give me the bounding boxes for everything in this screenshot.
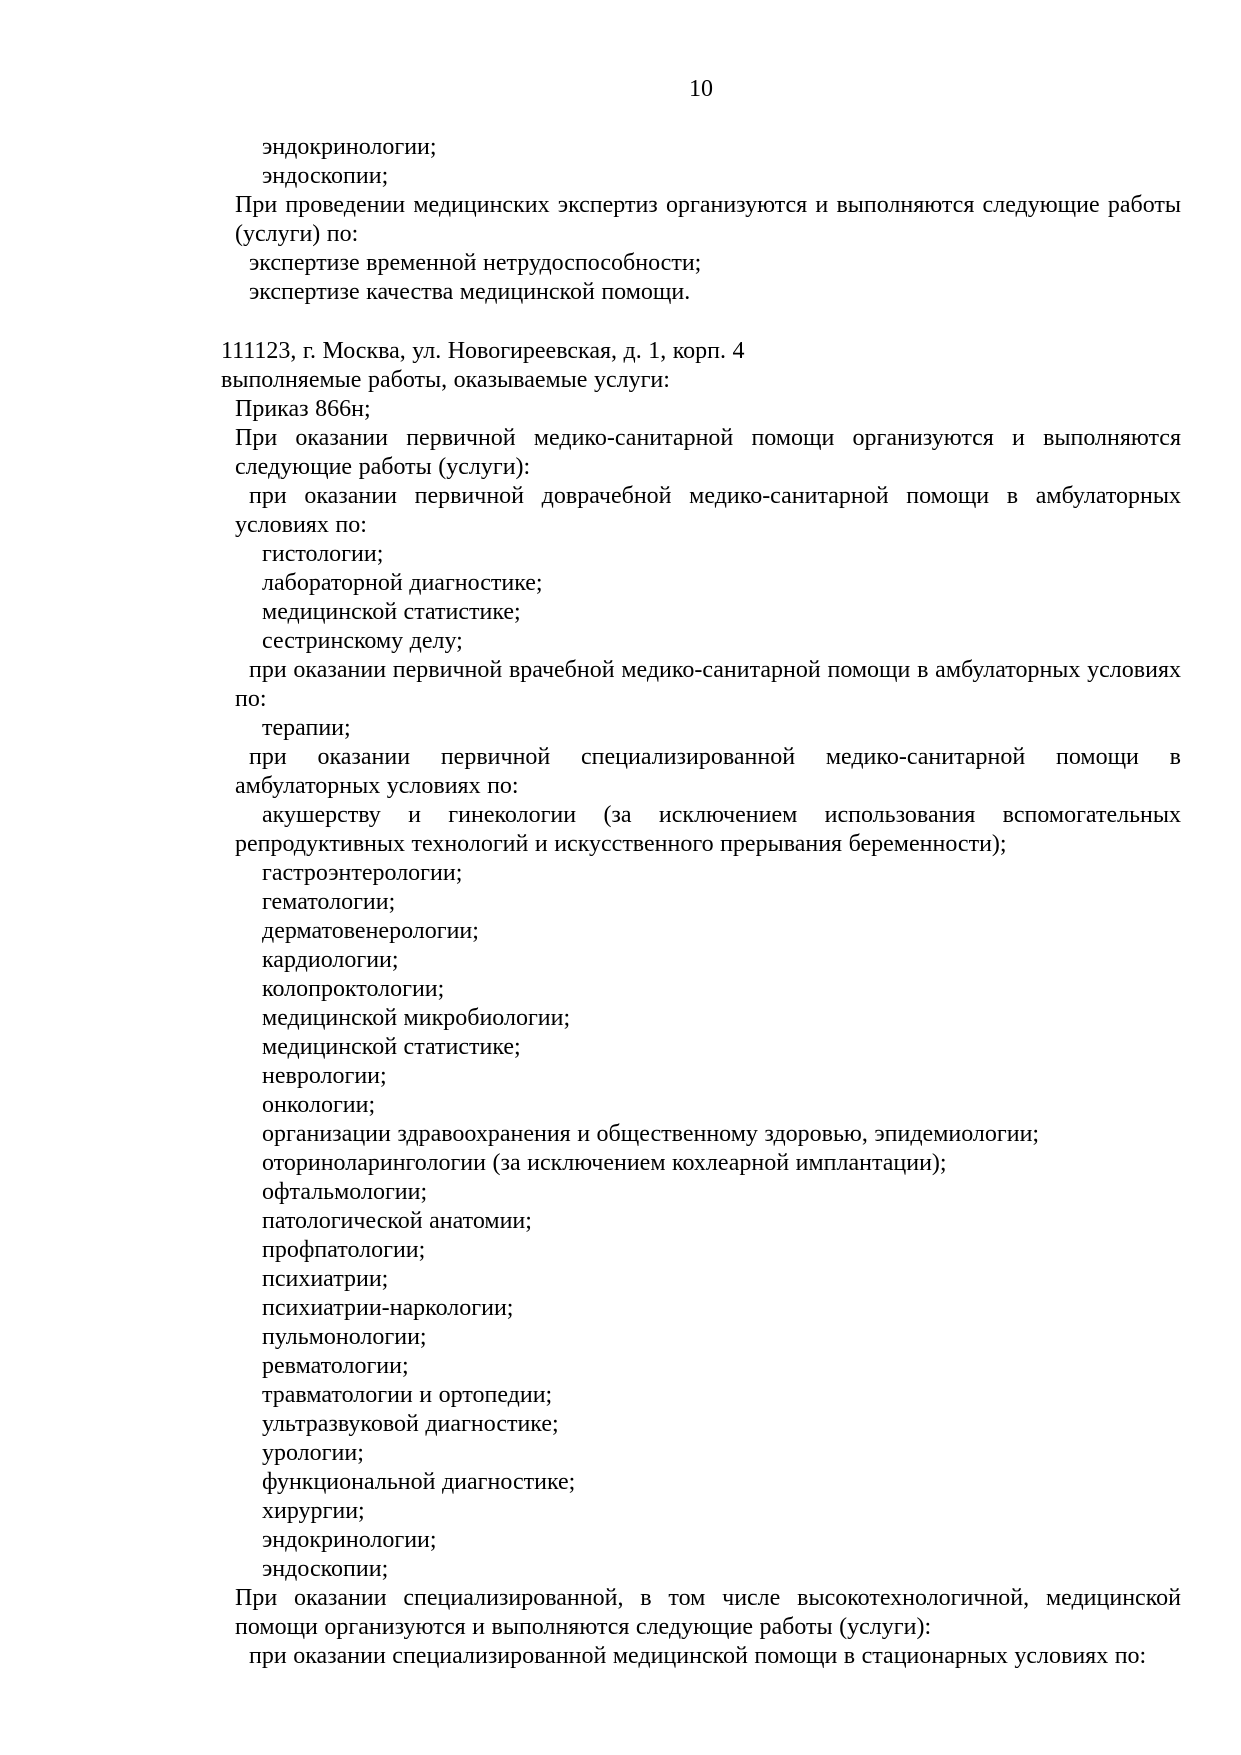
text-line: при оказании первичной специализированной медико-санитарной помощи в амбулаторных условиях по:	[235, 744, 1181, 799]
text-line: терапии;	[262, 715, 351, 741]
text-line: профпатологии;	[262, 1237, 426, 1263]
text-line: эндокринологии;	[262, 1527, 437, 1553]
text-line: При оказании первичной медико-санитарной помощи организуются и выполняются следующие работы (услуги):	[235, 425, 1181, 480]
paragraph-spacer	[221, 307, 1181, 337]
text-line: колопроктологии;	[262, 976, 445, 1002]
text-line: эндоскопии;	[262, 163, 389, 189]
text-line: ультразвуковой диагностике;	[262, 1411, 559, 1437]
text-line: дерматовенерологии;	[262, 918, 479, 944]
text-line: психиатрии-наркологии;	[262, 1295, 514, 1321]
text-line: Приказ 866н;	[235, 396, 371, 422]
text-line: патологической анатомии;	[262, 1208, 532, 1234]
text-line: офтальмологии;	[262, 1179, 428, 1205]
text-line: экспертизе качества медицинской помощи.	[249, 279, 691, 305]
text-line: медицинской статистике;	[262, 1034, 521, 1060]
text-line: ревматологии;	[262, 1353, 409, 1379]
page-number: 10	[689, 76, 713, 102]
text-line: при оказании специализированной медицинской помощи в стационарных условиях по:	[249, 1643, 1147, 1669]
text-line: при оказании первичной доврачебной медико-санитарной помощи в амбулаторных условиях по:	[235, 483, 1181, 538]
text-line: организации здравоохранения и общественному здоровью, эпидемиологии;	[262, 1121, 1040, 1147]
text-line: акушерству и гинекологии (за исключением использования вспомогательных репродуктивных технологий и искусственного прерывания беременности);	[235, 802, 1181, 857]
text-line: гистологии;	[262, 541, 384, 567]
text-line: урологии;	[262, 1440, 364, 1466]
text-line: хирургии;	[262, 1498, 365, 1524]
text-line: психиатрии;	[262, 1266, 389, 1292]
text-line: сестринскому делу;	[262, 628, 463, 654]
text-line: 111123, г. Москва, ул. Новогиреевская, д. 1, корп. 4	[221, 338, 745, 364]
text-line: гематологии;	[262, 889, 396, 915]
text-line: медицинской статистике;	[262, 599, 521, 625]
text-line: пульмонологии;	[262, 1324, 427, 1350]
text-line: оториноларингологии (за исключением кохлеарной имплантации);	[262, 1150, 947, 1176]
text-line: При проведении медицинских экспертиз организуются и выполняются следующие работы (услуги) по:	[235, 192, 1181, 247]
text-line: медицинской микробиологии;	[262, 1005, 571, 1031]
text-line: экспертизе временной нетрудоспособности;	[249, 250, 702, 276]
text-line: при оказании первичной врачебной медико-санитарной помощи в амбулаторных условиях по:	[235, 657, 1181, 712]
text-line: лабораторной диагностике;	[262, 570, 543, 596]
text-line: гастроэнтерологии;	[262, 860, 463, 886]
document-body	[221, 133, 1181, 1671]
text-line: неврологии;	[262, 1063, 387, 1089]
text-line: эндокринологии;	[262, 134, 437, 160]
text-line: функциональной диагностике;	[262, 1469, 576, 1495]
text-line: выполняемые работы, оказываемые услуги:	[221, 367, 670, 393]
text-line: кардиологии;	[262, 947, 399, 973]
text-line: травматологии и ортопедии;	[262, 1382, 553, 1408]
text-line: При оказании специализированной, в том числе высокотехнологичной, медицинской помощи организуются и выполняются следующие работы (услуги):	[235, 1585, 1181, 1640]
text-line: онкологии;	[262, 1092, 376, 1118]
text-line: эндоскопии;	[262, 1556, 389, 1582]
